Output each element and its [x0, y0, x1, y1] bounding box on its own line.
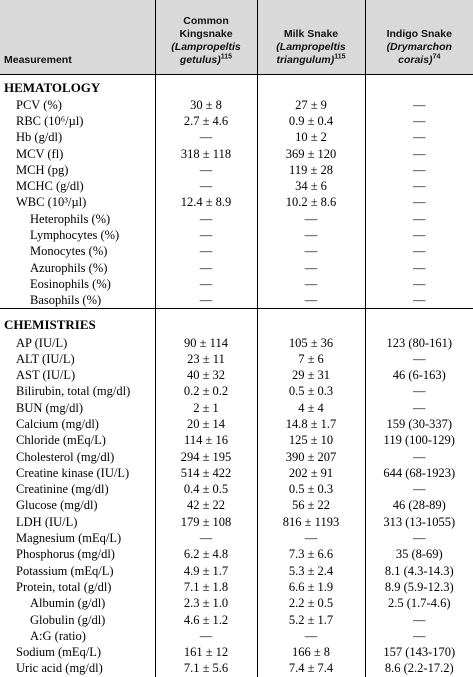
- milk-snake-value: 0.9 ± 0.4: [257, 113, 365, 129]
- common-kingsnake-value: 20 ± 14: [155, 416, 257, 432]
- indigo-snake-value: —: [365, 400, 473, 416]
- indigo-snake-value: 46 (6-163): [365, 367, 473, 383]
- measurement-label: Hb (g/dl): [16, 130, 63, 145]
- common-kingsnake-value: 6.2 ± 4.8: [155, 546, 257, 562]
- measurement-header: Measurement: [0, 0, 155, 74]
- common-kingsnake-value: —: [155, 628, 257, 644]
- indigo-snake-value: —: [365, 611, 473, 627]
- common-kingsnake-value: 7.1 ± 5.6: [155, 660, 257, 676]
- table-row: [0, 546, 473, 562]
- indigo-snake-value: —: [365, 292, 473, 309]
- milk-snake-value: —: [257, 292, 365, 309]
- common-kingsnake-value: 12.4 ± 8.9: [155, 194, 257, 210]
- table-row: [0, 611, 473, 627]
- indigo-snake-value: 8.6 (2.2-17.2): [365, 660, 473, 676]
- milk-snake-value: 390 ± 207: [257, 448, 365, 464]
- measurement-label: Monocytes (%): [30, 244, 108, 259]
- measurement-label: Eosinophils (%): [30, 276, 111, 291]
- common-kingsnake-value: 114 ± 16: [155, 432, 257, 448]
- table-row: [0, 276, 473, 292]
- measurement-label: Calcium (mg/dl): [16, 416, 99, 431]
- measurement-label: Azurophils (%): [30, 260, 108, 275]
- common-kingsnake-value: —: [155, 162, 257, 178]
- table-row: [0, 178, 473, 194]
- measurement-label: Globulin (g/dl): [30, 612, 106, 627]
- measurement-label: MCV (fl): [16, 146, 64, 161]
- table-body: [0, 74, 473, 677]
- table-row: [0, 383, 473, 399]
- milk-snake-value: —: [257, 211, 365, 227]
- milk-snake-value: 105 ± 36: [257, 334, 365, 350]
- measurement-label: Chloride (mEq/L): [16, 433, 106, 448]
- milk-snake-value: —: [257, 259, 365, 275]
- table-row: [0, 481, 473, 497]
- indigo-snake-value: —: [365, 194, 473, 210]
- milk-snake-header: [257, 0, 365, 74]
- milk-snake-value: 7.4 ± 7.4: [257, 660, 365, 676]
- indigo-snake-value: —: [365, 227, 473, 243]
- common-kingsnake-name: Common Kingsnake: [179, 14, 233, 40]
- indigo-snake-value: 2.5 (1.7-4.6): [365, 595, 473, 611]
- milk-snake-value: —: [257, 628, 365, 644]
- common-kingsnake-value: —: [155, 129, 257, 145]
- common-kingsnake-value: 30 ± 8: [155, 97, 257, 113]
- measurement-label: Cholesterol (mg/dl): [16, 449, 115, 464]
- common-kingsnake-value: 2.7 ± 4.6: [155, 113, 257, 129]
- milk-snake-value: 125 ± 10: [257, 432, 365, 448]
- table-row: [0, 243, 473, 259]
- table-row: [0, 292, 473, 309]
- table-row: [0, 579, 473, 595]
- table-row: [0, 351, 473, 367]
- indigo-snake-value: —: [365, 628, 473, 644]
- indigo-snake-value: —: [365, 211, 473, 227]
- milk-snake-sci-name: (Lampropeltis triangulum): [276, 40, 346, 66]
- indigo-snake-value: 159 (30-337): [365, 416, 473, 432]
- common-kingsnake-value: 7.1 ± 1.8: [155, 579, 257, 595]
- indigo-snake-value: 8.9 (5.9-12.3): [365, 579, 473, 595]
- table-row: [0, 514, 473, 530]
- indigo-snake-value: —: [365, 383, 473, 399]
- table-row: [0, 465, 473, 481]
- table-row: [0, 259, 473, 275]
- measurement-label: Creatinine (mg/dl): [16, 482, 109, 497]
- table-row: [0, 194, 473, 210]
- indigo-snake-value: —: [365, 145, 473, 161]
- milk-snake-value: 5.2 ± 1.7: [257, 611, 365, 627]
- milk-snake-value: 10 ± 2: [257, 129, 365, 145]
- table-row: [0, 563, 473, 579]
- table-header: [0, 0, 473, 74]
- common-kingsnake-value: —: [155, 243, 257, 259]
- table-row: [0, 211, 473, 227]
- common-kingsnake-value: 514 ± 422: [155, 465, 257, 481]
- common-kingsnake-value: 318 ± 118: [155, 145, 257, 161]
- measurement-label: Phosphorus (mg/dl): [16, 547, 115, 562]
- milk-snake-value: 119 ± 28: [257, 162, 365, 178]
- measurement-label: Creatine kinase (IU/L): [16, 465, 130, 480]
- table-row: [0, 644, 473, 660]
- milk-snake-value: 14.8 ± 1.7: [257, 416, 365, 432]
- common-kingsnake-value: —: [155, 227, 257, 243]
- indigo-snake-name: Indigo Snake: [386, 27, 452, 40]
- table-row: [0, 227, 473, 243]
- milk-snake-value: 29 ± 31: [257, 367, 365, 383]
- indigo-snake-value: 644 (68-1923): [365, 465, 473, 481]
- indigo-snake-value: 35 (8-69): [365, 546, 473, 562]
- indigo-snake-value: —: [365, 162, 473, 178]
- measurement-label: MCH (pg): [16, 162, 69, 177]
- indigo-snake-value: —: [365, 481, 473, 497]
- indigo-snake-ref: 74: [432, 53, 441, 60]
- measurement-label: WBC (10³/µl): [16, 195, 87, 210]
- common-kingsnake-value: 0.2 ± 0.2: [155, 383, 257, 399]
- measurement-label: Sodium (mEq/L): [16, 645, 102, 660]
- measurement-label: A:G (ratio): [30, 628, 86, 643]
- milk-snake-value: —: [257, 243, 365, 259]
- table-row: [0, 432, 473, 448]
- common-kingsnake-value: 179 ± 108: [155, 514, 257, 530]
- milk-snake-value: 4 ± 4: [257, 400, 365, 416]
- table-row: [0, 448, 473, 464]
- indigo-snake-value: 46 (28-89): [365, 497, 473, 513]
- measurement-label: MCHC (g/dl): [16, 179, 84, 194]
- common-kingsnake-value: 161 ± 12: [155, 644, 257, 660]
- measurement-label: Albumin (g/dl): [30, 596, 106, 611]
- section-title: HEMATOLOGY: [4, 79, 101, 95]
- section-title: CHEMISTRIES: [4, 317, 96, 333]
- milk-snake-value: 27 ± 9: [257, 97, 365, 113]
- table-row: [0, 334, 473, 350]
- indigo-snake-value: —: [365, 530, 473, 546]
- measurement-label: Magnesium (mEq/L): [16, 531, 122, 546]
- indigo-snake-value: 123 (80-161): [365, 334, 473, 350]
- milk-snake-value: —: [257, 227, 365, 243]
- table-row: [0, 129, 473, 145]
- common-kingsnake-value: 2.3 ± 1.0: [155, 595, 257, 611]
- indigo-snake-header: [365, 0, 473, 74]
- milk-snake-ref: 115: [334, 53, 346, 60]
- indigo-snake-value: —: [365, 448, 473, 464]
- milk-snake-value: 56 ± 22: [257, 497, 365, 513]
- table-row: [0, 416, 473, 432]
- table-row: [0, 162, 473, 178]
- measurement-label: Heterophils (%): [30, 211, 111, 226]
- indigo-snake-value: 313 (13-1055): [365, 514, 473, 530]
- common-kingsnake-value: —: [155, 178, 257, 194]
- measurement-label: Glucose (mg/dl): [16, 498, 98, 513]
- milk-snake-value: 0.5 ± 0.3: [257, 481, 365, 497]
- indigo-snake-value: —: [365, 351, 473, 367]
- section-title-row: [0, 79, 473, 97]
- common-kingsnake-value: —: [155, 276, 257, 292]
- measurement-label: Potassium (mEq/L): [16, 563, 114, 578]
- common-kingsnake-value: 0.4 ± 0.5: [155, 481, 257, 497]
- common-kingsnake-ref: 115: [220, 53, 233, 60]
- indigo-snake-value: —: [365, 243, 473, 259]
- indigo-snake-value: 119 (100-129): [365, 432, 473, 448]
- milk-snake-value: 202 ± 91: [257, 465, 365, 481]
- milk-snake-value: 816 ± 1193: [257, 514, 365, 530]
- indigo-snake-value: 8.1 (4.3-14.3): [365, 563, 473, 579]
- table-row: [0, 97, 473, 113]
- common-kingsnake-value: 4.9 ± 1.7: [155, 563, 257, 579]
- milk-snake-name: Milk Snake: [283, 27, 339, 40]
- measurement-label: ALT (IU/L): [16, 351, 75, 366]
- indigo-snake-value: —: [365, 259, 473, 275]
- common-kingsnake-value: 294 ± 195: [155, 448, 257, 464]
- common-kingsnake-value: 90 ± 114: [155, 334, 257, 350]
- section-title-row: [0, 316, 473, 334]
- table-row: [0, 400, 473, 416]
- common-kingsnake-value: 42 ± 22: [155, 497, 257, 513]
- indigo-snake-value: —: [365, 276, 473, 292]
- table-row: [0, 367, 473, 383]
- table-row: [0, 595, 473, 611]
- measurement-label: Uric acid (mg/dl): [16, 661, 103, 676]
- milk-snake-value: 6.6 ± 1.9: [257, 579, 365, 595]
- measurement-label: Lymphocytes (%): [30, 228, 120, 243]
- common-kingsnake-value: —: [155, 530, 257, 546]
- measurement-label: RBC (10⁶/µl): [16, 113, 84, 128]
- measurement-label: Protein, total (g/dl): [16, 579, 112, 594]
- milk-snake-value: 7 ± 6: [257, 351, 365, 367]
- milk-snake-value: —: [257, 276, 365, 292]
- common-kingsnake-value: 4.6 ± 1.2: [155, 611, 257, 627]
- milk-snake-value: 34 ± 6: [257, 178, 365, 194]
- common-kingsnake-value: —: [155, 259, 257, 275]
- indigo-snake-sci-name: (Drymarchon corais): [386, 40, 452, 66]
- common-kingsnake-sci-name: (Lampropeltis getulus): [171, 40, 241, 66]
- measurement-label: AP (IU/L): [16, 335, 68, 350]
- milk-snake-value: 10.2 ± 8.6: [257, 194, 365, 210]
- milk-snake-value: 2.2 ± 0.5: [257, 595, 365, 611]
- indigo-snake-value: —: [365, 113, 473, 129]
- milk-snake-value: 369 ± 120: [257, 145, 365, 161]
- common-kingsnake-value: —: [155, 211, 257, 227]
- table-row: [0, 530, 473, 546]
- common-kingsnake-value: 2 ± 1: [155, 400, 257, 416]
- indigo-snake-value: —: [365, 97, 473, 113]
- table-row: [0, 660, 473, 676]
- measurement-label: LDH (IU/L): [16, 514, 78, 529]
- measurement-label: AST (IU/L): [16, 368, 76, 383]
- milk-snake-value: —: [257, 530, 365, 546]
- milk-snake-value: 0.5 ± 0.3: [257, 383, 365, 399]
- measurement-label: Basophils (%): [0, 292, 155, 309]
- measurement-label: PCV (%): [16, 97, 62, 112]
- milk-snake-value: 7.3 ± 6.6: [257, 546, 365, 562]
- table-row: [0, 113, 473, 129]
- table-row: [0, 145, 473, 161]
- measurement-label: Bilirubin, total (mg/dl): [16, 384, 131, 399]
- measurement-label: BUN (mg/dl): [16, 400, 84, 415]
- common-kingsnake-value: 40 ± 32: [155, 367, 257, 383]
- milk-snake-value: 5.3 ± 2.4: [257, 563, 365, 579]
- common-kingsnake-header: [155, 0, 257, 74]
- common-kingsnake-value: 23 ± 11: [155, 351, 257, 367]
- indigo-snake-value: —: [365, 129, 473, 145]
- common-kingsnake-value: —: [155, 292, 257, 309]
- milk-snake-value: 166 ± 8: [257, 644, 365, 660]
- indigo-snake-value: —: [365, 178, 473, 194]
- indigo-snake-value: 157 (143-170): [365, 644, 473, 660]
- table-row: [0, 497, 473, 513]
- table-row: [0, 628, 473, 644]
